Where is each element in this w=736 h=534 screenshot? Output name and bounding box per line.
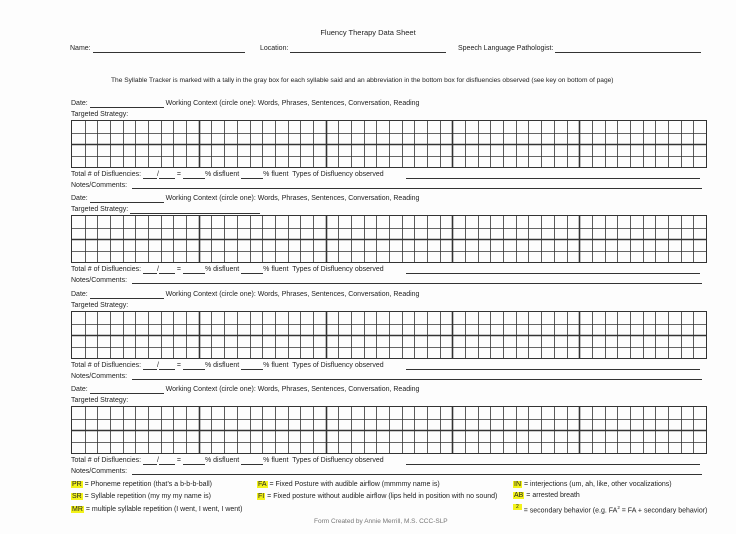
location-label: Location: [260, 45, 289, 52]
key-text-pr: = Phoneme repetition (that’s a b-b-b-ball) [82, 481, 212, 488]
key-text-mr: = multiple syllable repetition (I went, I went, I went) [83, 506, 243, 513]
syllable-tracker-grid[interactable] [71, 215, 707, 263]
notes-line[interactable] [132, 283, 702, 284]
disfluent-line[interactable] [183, 266, 205, 274]
notes-line[interactable] [132, 474, 702, 475]
key-item-fi [257, 492, 497, 501]
notes-label: Notes/Comments: [71, 277, 128, 284]
total-disfluencies-label: Total # of Disfluencies: [71, 362, 142, 369]
numerator-line[interactable] [143, 171, 157, 179]
disfluent-line[interactable] [183, 171, 205, 179]
date-label: Date: [71, 386, 88, 393]
equals-sign: = [176, 457, 181, 464]
slp-field[interactable] [458, 44, 701, 53]
notes-label: Notes/Comments: [71, 468, 128, 475]
working-context: Working Context (circle one): Words, Phrases, Sentences, Conversation, Reading [165, 195, 420, 202]
numerator-line[interactable] [143, 266, 157, 274]
key-code-fa: FA [258, 481, 267, 488]
pct-disfluent-label: % disfluent [204, 457, 240, 464]
numerator-line[interactable] [143, 362, 157, 370]
date-field[interactable] [71, 99, 419, 108]
key-code-fi: FI [258, 493, 265, 500]
total-disfluencies-label: Total # of Disfluencies: [71, 457, 142, 464]
key-text-ab: = arrested breath [524, 492, 580, 499]
syllable-tracker-grid[interactable] [71, 311, 707, 359]
targeted-strategy-label: Targeted Strategy: [71, 397, 129, 404]
date-label: Date: [71, 291, 88, 298]
fluent-line[interactable] [241, 457, 263, 465]
slash: / [157, 171, 159, 178]
date-line[interactable] [90, 386, 164, 394]
date-field[interactable] [71, 194, 419, 203]
slash: / [157, 457, 159, 464]
pct-disfluent-label: % disfluent [204, 266, 240, 273]
targeted-strategy-label: Targeted Strategy: [71, 302, 129, 309]
key-code-mr: MR [72, 506, 83, 513]
key-text-secondary-a: = secondary behavior (e.g. FA [521, 507, 618, 515]
key-item-sr [71, 492, 211, 501]
equals-sign: = [176, 266, 181, 273]
targeted-strategy[interactable] [71, 205, 260, 214]
syllable-tracker-grid[interactable] [71, 120, 707, 168]
fluent-line[interactable] [241, 266, 263, 274]
date-field[interactable] [71, 290, 419, 299]
name-line[interactable] [93, 45, 245, 53]
total-disfluencies-label: Total # of Disfluencies: [71, 171, 142, 178]
strategy-line[interactable] [130, 206, 260, 214]
pct-fluent-label: % fluent [263, 266, 289, 273]
slp-label: Speech Language Pathologist: [458, 45, 554, 52]
location-field[interactable] [260, 44, 446, 53]
name-field[interactable] [70, 44, 245, 53]
working-context: Working Context (circle one): Words, Phrases, Sentences, Conversation, Reading [165, 386, 420, 393]
key-code-pr: PR [72, 481, 82, 488]
location-line[interactable] [290, 45, 446, 53]
pct-disfluent-label: % disfluent [204, 362, 240, 369]
date-field[interactable] [71, 385, 419, 394]
disfluent-line[interactable] [183, 457, 205, 465]
targeted-strategy-label: Targeted Strategy: [71, 206, 129, 213]
instructions: The Syllable Tracker is marked with a tally in the gray box for each syllable said and an abbreviation in the bottom box for disfluencies observed (see key on bottom of page) [111, 77, 614, 84]
key-item-secondary [513, 503, 707, 515]
key-code-ab: AB [514, 492, 524, 499]
key-text-sr: = Syllable repetition (my my my name is) [82, 493, 211, 500]
disfluent-line[interactable] [183, 362, 205, 370]
types-label: Types of Disfluency observed [292, 457, 384, 464]
targeted-strategy[interactable] [71, 301, 128, 310]
key-code-in: IN [514, 481, 521, 488]
pct-fluent-label: % fluent [263, 457, 289, 464]
key-code-secondary: 2 [513, 504, 522, 510]
key-superscript: 2 [617, 505, 620, 510]
key-item-pr [71, 480, 212, 489]
key-item-ab [513, 491, 580, 500]
types-label: Types of Disfluency observed [292, 171, 384, 178]
key-item-in [513, 480, 672, 489]
key-text-in: = interjections (um, ah, like, other vocalizations) [522, 481, 672, 488]
fluent-line[interactable] [241, 171, 263, 179]
working-context: Working Context (circle one): Words, Phrases, Sentences, Conversation, Reading [165, 291, 420, 298]
notes-line[interactable] [132, 188, 702, 189]
totals-row [71, 170, 384, 179]
totals-row [71, 265, 384, 274]
key-text-secondary-b: = FA + secondary behavior) [619, 507, 708, 515]
types-label: Types of Disfluency observed [292, 266, 384, 273]
targeted-strategy-label: Targeted Strategy: [71, 111, 129, 118]
notes-line[interactable] [132, 379, 702, 380]
page-title: Fluency Therapy Data Sheet [320, 28, 416, 37]
denominator-line[interactable] [159, 457, 175, 465]
denominator-line[interactable] [159, 171, 175, 179]
key-text-fi: = Fixed posture without audible airflow (lips held in position with no sound) [265, 493, 498, 500]
equals-sign: = [176, 362, 181, 369]
name-label: Name: [70, 45, 91, 52]
types-line[interactable] [406, 464, 700, 465]
pct-fluent-label: % fluent [263, 362, 289, 369]
targeted-strategy[interactable] [71, 396, 128, 405]
slash: / [157, 362, 159, 369]
date-line[interactable] [90, 291, 164, 299]
equals-sign: = [176, 171, 181, 178]
denominator-line[interactable] [159, 266, 175, 274]
pct-fluent-label: % fluent [263, 171, 289, 178]
types-label: Types of Disfluency observed [292, 362, 384, 369]
date-label: Date: [71, 100, 88, 107]
syllable-tracker-grid[interactable] [71, 406, 707, 454]
form-credit: Form Created by Annie Merrill, M.S. CCC-SLP [314, 518, 448, 525]
types-line[interactable] [406, 369, 700, 370]
key-text-fa: = Fixed Posture with audible airflow (mmmmy name is) [267, 481, 440, 488]
types-line[interactable] [406, 178, 700, 179]
notes-label: Notes/Comments: [71, 373, 128, 380]
denominator-line[interactable] [159, 362, 175, 370]
totals-row [71, 361, 384, 370]
total-disfluencies-label: Total # of Disfluencies: [71, 266, 142, 273]
key-item-fa [257, 480, 440, 489]
fluent-line[interactable] [241, 362, 263, 370]
notes-label: Notes/Comments: [71, 182, 128, 189]
types-line[interactable] [406, 273, 700, 274]
date-label: Date: [71, 195, 88, 202]
targeted-strategy[interactable] [71, 110, 128, 119]
key-code-sr: SR [72, 493, 82, 500]
slash: / [157, 266, 159, 273]
key-item-mr [71, 505, 242, 514]
working-context: Working Context (circle one): Words, Phrases, Sentences, Conversation, Reading [165, 100, 420, 107]
totals-row [71, 456, 384, 465]
date-line[interactable] [90, 100, 164, 108]
slp-line[interactable] [555, 45, 701, 53]
pct-disfluent-label: % disfluent [204, 171, 240, 178]
numerator-line[interactable] [143, 457, 157, 465]
date-line[interactable] [90, 195, 164, 203]
